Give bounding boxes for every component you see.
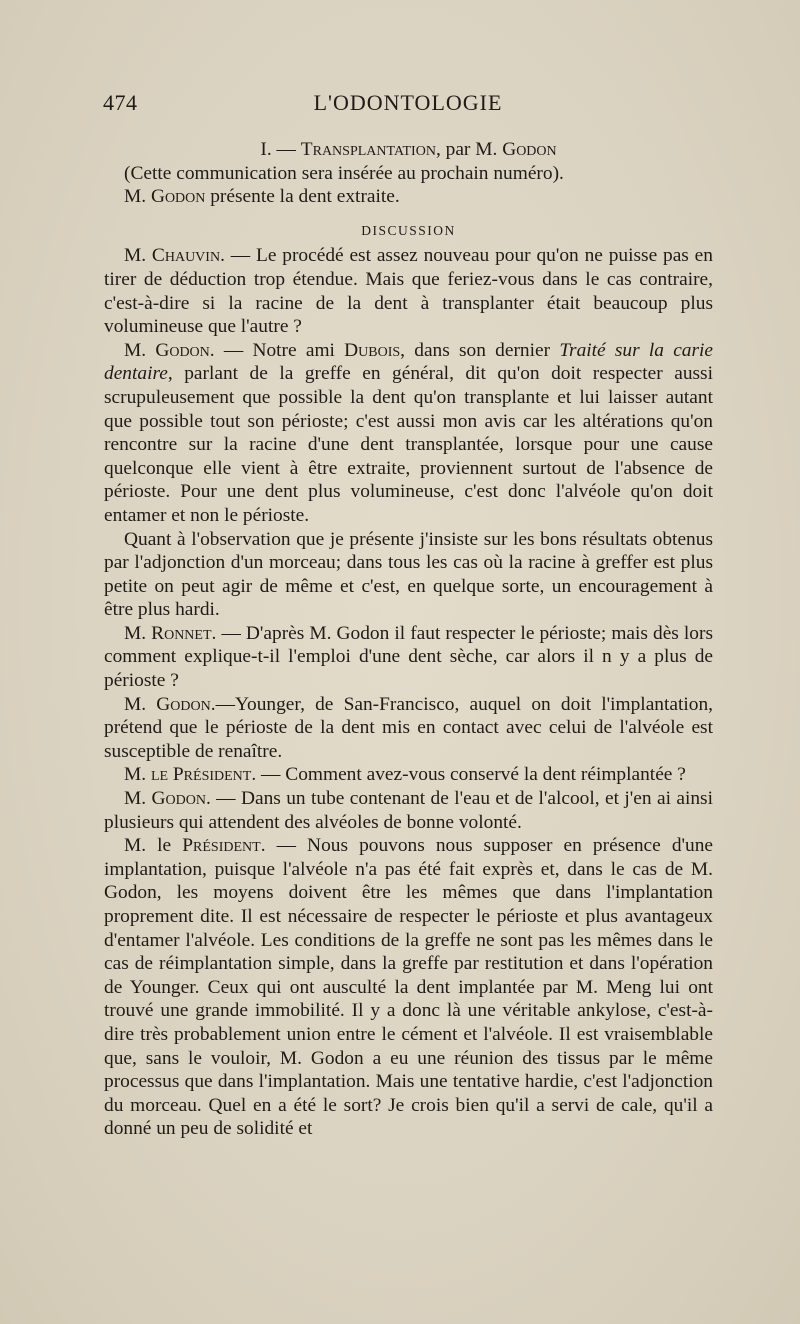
paragraph-godon-younger: M. Godon.—Younger, de San-Francisco, auquel on doit l'implantation, prétend que le périoste de la dent mis en contact avec celui de l'alvéole est susceptible de renaître. xyxy=(104,693,713,762)
page-number: 474 xyxy=(103,90,138,115)
paragraph-chauvin: M. Chauvin. — Le procédé est assez nouveau pour qu'on ne puisse pas en tirer de déduction trop étendue. Mais que feriez-vous dans le cas contraire, c'est-à-dire si la racine de la dent à transplanter était beaucoup plus volumineuse que l'autre ? xyxy=(104,245,713,338)
paragraph-president-long: M. le Président. — Nous pouvons nous supposer en présence d'une implantation, puisque l'alvéole n'a pas été fait exprès et, dans le cas de M. Godon, les moyens doivent être les mêmes que dans l'implantation proprement dite. Il est nécessaire de respecter le périoste et plus avantageux d'entamer l'alvéole. Les conditions de la greffe ne sont pas les mêmes dans le cas de réimplantation simple, dans la greffe par restitution et dans l'opération de Younger. Ceux qui ont ausculté la dent implantée par M. Meng lui ont trouvé une grande immobilité. Il y a donc là une véritable ankylose, c'est-à-dire très probablement union entre le cément et l'alvéole. Il est vraisemblable que, sans le vouloir, M. Godon a eu une réunion des tissus par le même processus que dans l'implantation. Mais une tentative hardie, c'est l'adjonction du morceau. Quel en a été le sort? Je crois bien qu'il a servi de cale, qu'il a donné un peu de solidité et xyxy=(104,835,714,1140)
paragraph-observation: Quant à l'observation que je présente j'insiste sur les bons résultats obtenus par l'adjonction d'un morceau; dans tous les cas où la racine à greffer est plus petite on peut agir de même et c'est, en quelque sorte, un encouragement à être plus hardi. xyxy=(104,528,713,621)
discussion-heading: DISCUSSION xyxy=(361,222,456,238)
paragraph-godon-reply: M. Godon. — Notre ami Dubois, dans son dernier Traité sur la carie dentaire, parlant de la greffe en général, dit qu'on doit respecter aussi scrupuleusement que possible la dent qu'on transplante et lui laisser autant que possible tout son périoste; c'est aussi mon avis car les altérations qu'on rencontre sur la racine d'une dent transplantée, lorsque pour une cause quelconque elle vient à être extraite, proviennent surtout de l'absence de périoste. Pour une dent plus volumineuse, c'est donc l'alvéole qu'on doit entamer et non le périoste. xyxy=(104,339,714,526)
running-title: L'ODONTOLOGIE xyxy=(313,90,503,115)
body-text xyxy=(104,138,713,1141)
paragraph-note: (Cette communication sera insérée au prochain numéro). xyxy=(124,162,564,184)
paragraph-godon-presents: M. Godon présente la dent extraite. xyxy=(124,186,400,208)
section-title: I. — Transplantation, par M. Godon xyxy=(260,139,557,160)
paragraph-president-question: M. le Président. — Comment avez-vous conservé la dent réimplantée ? xyxy=(124,764,686,786)
paragraph-godon-tube: M. Godon. — Dans un tube contenant de l'eau et de l'alcool, et j'en ai ainsi plusieurs qui attendent des alvéoles de bonne volonté. xyxy=(104,788,713,833)
paragraph-ronnet: M. Ronnet. — D'après M. Godon il faut respecter le périoste; mais dès lors comment explique-t-il l'emploi d'une dent sèche, car alors il n y a plus de périoste ? xyxy=(104,622,714,692)
page-header xyxy=(103,90,713,122)
